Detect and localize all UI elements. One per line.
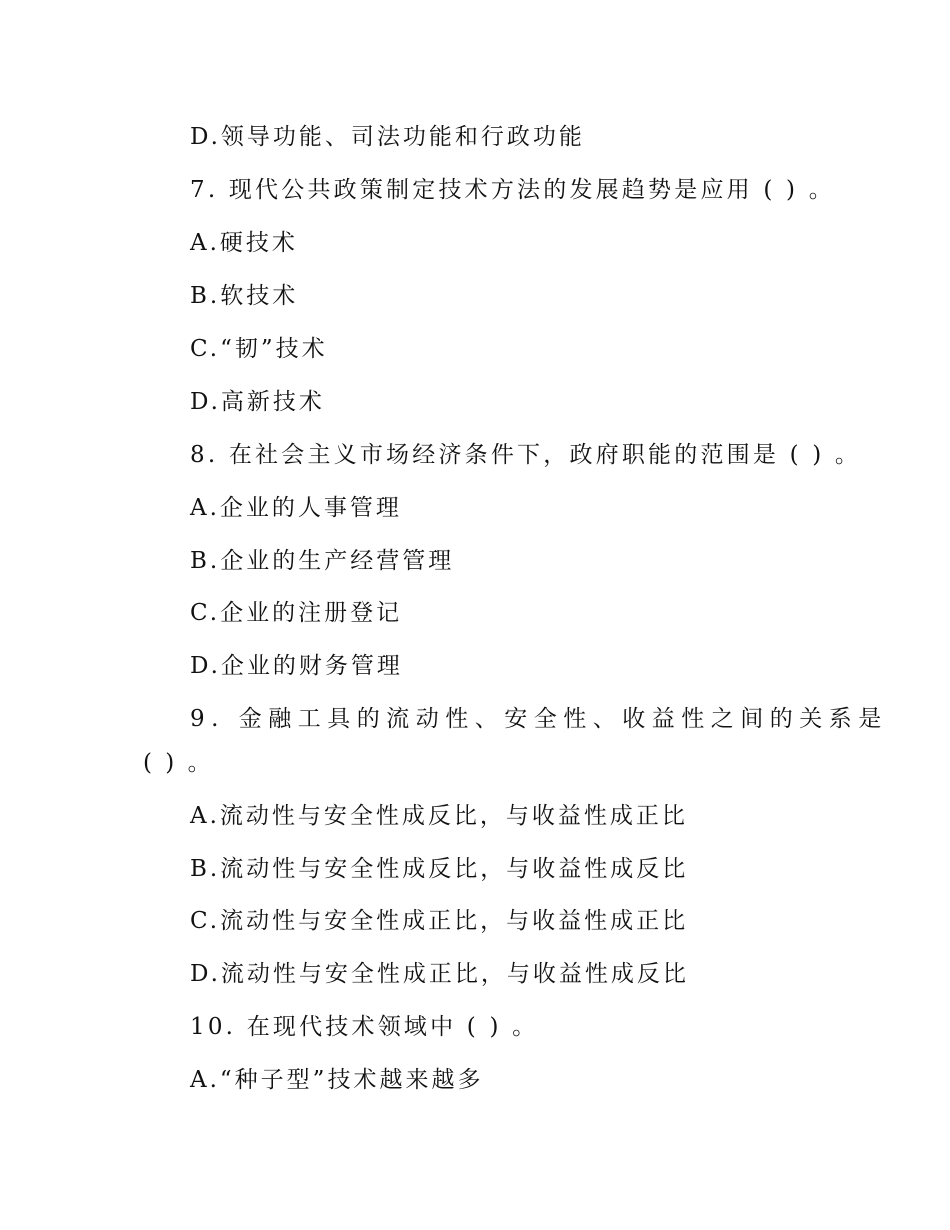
question-8: 8. 在社会主义市场经济条件下，政府职能的范围是 ( ) 。 (190, 442, 862, 468)
option-7a: A.硬技术 (190, 230, 298, 256)
option-9c: C.流动性与安全性成正比，与收益性成正比 (190, 908, 689, 934)
option-8b: B.企业的生产经营管理 (190, 548, 455, 574)
question-10: 10. 在现代技术领域中 ( ) 。 (190, 1014, 539, 1040)
option-8d: D.企业的财务管理 (190, 653, 403, 679)
option-7c: C.“韧”技术 (190, 336, 328, 362)
option-6d: D.领导功能、司法功能和行政功能 (190, 124, 585, 150)
option-9b: B.流动性与安全性成反比，与收益性成反比 (190, 856, 689, 882)
option-7d: D.高新技术 (190, 389, 325, 415)
question-7: 7. 现代公共政策制定技术方法的发展趋势是应用 ( ) 。 (190, 177, 835, 203)
option-10a: A.“种子型”技术越来越多 (190, 1067, 484, 1093)
option-8a: A.企业的人事管理 (190, 495, 402, 521)
option-9a: A.流动性与安全性成反比，与收益性成正比 (190, 803, 688, 829)
question-9-continuation: ( ) 。 (143, 750, 214, 776)
option-7b: B.软技术 (190, 283, 299, 309)
question-9: 9. 金融工具的流动性、安全性、收益性之间的关系是 (190, 706, 888, 732)
option-8c: C.企业的注册登记 (190, 600, 403, 626)
option-9d: D.流动性与安全性成正比，与收益性成反比 (190, 961, 689, 987)
